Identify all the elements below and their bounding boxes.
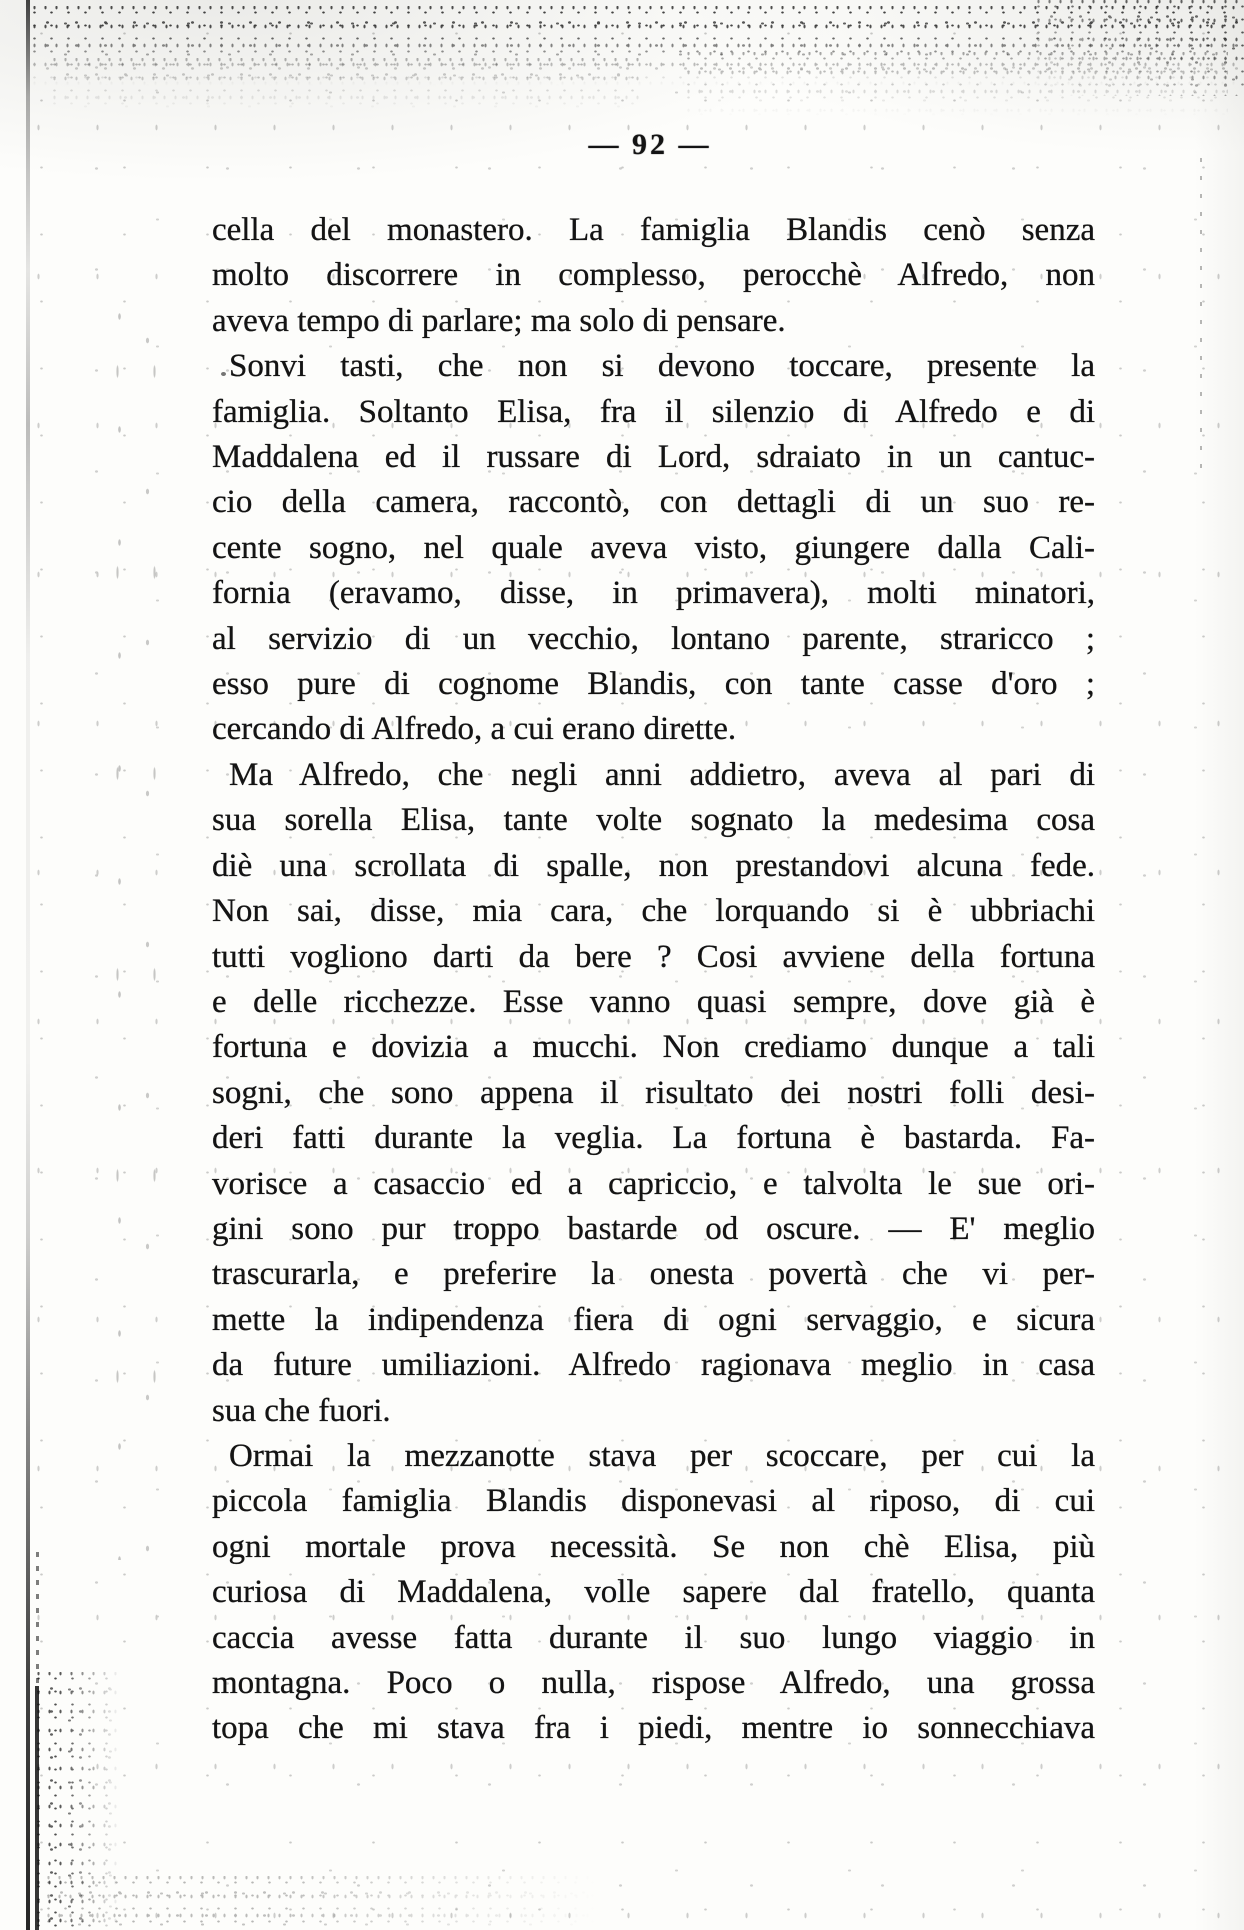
- text-line: sua che fuori.: [212, 1392, 391, 1429]
- text-line: diè una scrollata di spalle, non prestandovi alcuna fede.: [212, 847, 1095, 884]
- page-edge-solid-line: [35, 1686, 39, 1930]
- text-line: Ormai la mezzanotte stava per scoccare, per cui la: [229, 1437, 1095, 1474]
- text-line: montagna. Poco o nulla, rispose Alfredo, una grossa: [212, 1665, 1095, 1701]
- page-edge-dotted-line: [36, 1552, 39, 1690]
- text-line: cio della camera, raccontò, con dettagli di un suo re-: [212, 484, 1095, 521]
- text-line: al servizio di un vecchio, lontano parente, straricco ;: [212, 620, 1095, 657]
- text-line: piccola famiglia Blandis disponevasi al riposo, di cui: [212, 1483, 1095, 1520]
- right-margin-dotted-marks: [1200, 158, 1202, 468]
- text-line: fornia (eravamo, disse, in primavera), molti minatori,: [212, 575, 1095, 612]
- text-line: ogni mortale prova necessità. Se non chè Elisa, più: [212, 1528, 1095, 1565]
- text-line: aveva tempo di parlare; ma solo di pensare.: [212, 302, 786, 339]
- text-line: esso pure di cognome Blandis, con tante casse d'oro ;: [212, 666, 1095, 703]
- text-line: deri fatti durante la veglia. La fortuna è bastarda. Fa-: [212, 1120, 1095, 1157]
- text-line: gini sono pur troppo bastarde od oscure. — E' meglio: [212, 1210, 1095, 1247]
- scan-noise-bottom-band: [40, 1876, 600, 1930]
- text-line: Sonvi tasti, che non si devono toccare, presente la: [229, 348, 1095, 385]
- text-line: vorisce a casaccio ed a capriccio, e talvolta le sue ori-: [212, 1165, 1095, 1202]
- paragraph: [212, 753, 1095, 1434]
- scan-noise-corner: [1030, 0, 1244, 96]
- page-number: — 92 —: [588, 128, 712, 161]
- text-line: curiosa di Maddalena, volle sapere dal fratello, quanta: [212, 1574, 1095, 1611]
- paragraph: [212, 1434, 1095, 1752]
- paragraph: [212, 208, 1095, 344]
- text-line: cella del monastero. La famiglia Blandis cenò senza: [212, 212, 1095, 248]
- text-line: Maddalena ed il russare di Lord, sdraiato in un cantuc-: [212, 439, 1095, 476]
- scan-noise-top-band: [26, 6, 1238, 86]
- scan-noise-bottom-left: [30, 1672, 122, 1930]
- text-line: Non sai, disse, mia cara, che lorquando si è ubbriachi: [212, 893, 1095, 930]
- page-binding-edge: [26, 0, 30, 1930]
- text-line: mette la indipendenza fiera di ogni servaggio, e sicura: [212, 1301, 1095, 1338]
- text-line: molto discorrere in complesso, perocchè Alfredo, non: [212, 257, 1095, 294]
- text-line: sua sorella Elisa, tante volte sognato la medesima cosa: [212, 802, 1095, 839]
- text-line: famiglia. Soltanto Elisa, fra il silenzio di Alfredo e di: [212, 393, 1095, 430]
- scan-noise-left-margin: [96, 260, 156, 1560]
- scan-noise-top-left: [46, 58, 646, 120]
- text-line: sogni, che sono appena il risultato dei nostri folli desi-: [212, 1074, 1095, 1111]
- text-line: cercando di Alfredo, a cui erano dirette.: [212, 711, 737, 748]
- text-line: Ma Alfredo, che negli anni addietro, aveva al pari di: [229, 756, 1095, 793]
- text-line: trascurarla, e preferire la onesta povertà che vi per-: [212, 1256, 1095, 1293]
- text-line: da future umiliazioni. Alfredo ragionava meglio in casa: [212, 1347, 1095, 1384]
- scan-noise-top-right: [680, 52, 1228, 122]
- text-line: tutti vogliono darti da bere ? Cosi avviene della fortuna: [212, 938, 1095, 975]
- text-line: caccia avesse fatta durante il suo lungo viaggio in: [212, 1619, 1095, 1656]
- paragraph: [212, 344, 1095, 753]
- text-block: [212, 208, 1095, 1752]
- text-line: fortuna e dovizia a mucchi. Non crediamo dunque a tali: [212, 1029, 1095, 1066]
- text-line: e delle ricchezze. Esse vanno quasi sempre, dove già è: [212, 983, 1095, 1020]
- text-line: cente sogno, nel quale aveva visto, giungere dalla Cali-: [212, 529, 1095, 566]
- text-line: topa che mi stava fra i piedi, mentre io sonnecchiava: [212, 1710, 1095, 1747]
